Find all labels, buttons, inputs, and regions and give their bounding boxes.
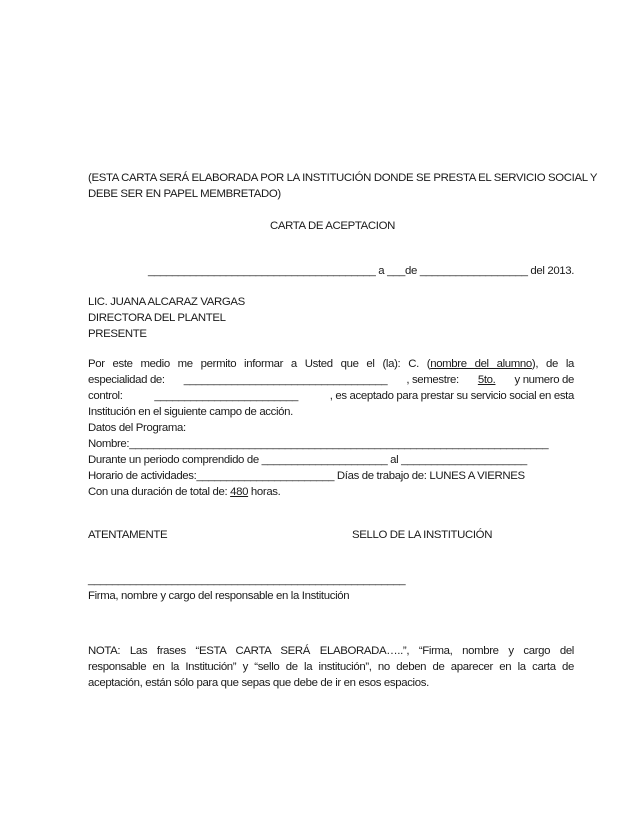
closing-atentamente: ATENTAMENTE	[88, 529, 168, 541]
specialty-label: especialidad de:	[88, 374, 165, 386]
duration-hours: 480	[230, 486, 249, 498]
specialty-blank: __________________________________	[183, 374, 388, 386]
institution-seal-label: SELLO DE LA INSTITUCIÓN	[352, 529, 493, 541]
place-blank: ______________________________________	[148, 265, 376, 277]
signature-blank: _____________________________________________________	[88, 574, 406, 586]
day-blank: ___	[387, 265, 406, 277]
addressee-presente: PRESENTE	[88, 328, 147, 340]
program-name-blank: ______________________________________________________________________	[129, 438, 549, 450]
body-line-1	[88, 356, 574, 372]
body-line-1-end: ), de la	[531, 358, 574, 370]
nota-line-3: aceptación, están sólo para que sepas que debe de ir en esos espacios.	[88, 677, 429, 689]
program-name-line	[88, 436, 574, 452]
signature-caption: Firma, nombre y cargo del responsable en la Institución	[88, 590, 350, 602]
month-blank: __________________	[419, 265, 528, 277]
body-line-3-end: , es aceptado para prestar su servicio social en esta	[329, 390, 574, 402]
nota-line-2: responsable en la Institución” y “sello de la institución”, no deben de aparecer en la carta de	[88, 661, 574, 673]
body-line-3	[88, 388, 574, 404]
body-line-2	[88, 372, 574, 388]
period-al: al	[387, 454, 402, 466]
header-note-line-2: DEBE SER EN PAPEL MEMBRETADO)	[88, 188, 281, 200]
workdays-text: Días de trabajo de: LUNES A VIERNES	[334, 470, 525, 482]
header-note-line-1: (ESTA CARTA SERÁ ELABORADA POR LA INSTITUCIÓN DONDE SE PRESTA EL SERVICIO SOCIAL Y	[88, 172, 598, 184]
schedule-label: Horario de actividades:	[88, 470, 197, 482]
semester-label: , semestre:	[406, 374, 459, 386]
control-label: control:	[88, 390, 123, 402]
control-blank: ________________________	[154, 390, 298, 402]
program-schedule-line	[88, 468, 574, 484]
nota-line-1: NOTA: Las frases “ESTA CARTA SERÁ ELABORADA…..”, “Firma, nombre y cargo del	[88, 645, 574, 657]
program-label: Datos del Programa:	[88, 422, 186, 434]
duration-label: Con una duración de total de:	[88, 486, 231, 498]
date-year: del 2013.	[527, 265, 575, 277]
control-number-label: y numero de	[514, 374, 574, 386]
program-period-line	[88, 452, 574, 468]
student-name-placeholder: nombre del alumno	[430, 358, 532, 370]
date-a: a	[375, 265, 388, 277]
letter-title: CARTA DE ACEPTACION	[270, 220, 396, 232]
date-line	[148, 263, 574, 279]
duration-end: horas.	[248, 486, 281, 498]
period-end-blank: _____________________	[401, 454, 527, 466]
program-duration-line	[88, 484, 574, 500]
date-de: de	[405, 265, 420, 277]
schedule-blank: _______________________	[196, 470, 335, 482]
addressee-position: DIRECTORA DEL PLANTEL	[88, 312, 226, 324]
body-line-4: Institución en el siguiente campo de acción.	[88, 406, 293, 418]
semester-value: 5to.	[477, 374, 496, 386]
period-start-blank: _____________________	[261, 454, 388, 466]
body-line-1-start: Por este medio me permito informar a Usted que el (la): C. (	[88, 358, 431, 370]
addressee-name: LIC. JUANA ALCARAZ VARGAS	[88, 296, 245, 308]
program-name-label: Nombre:	[88, 438, 130, 450]
period-label: Durante un periodo comprendido de	[88, 454, 262, 466]
